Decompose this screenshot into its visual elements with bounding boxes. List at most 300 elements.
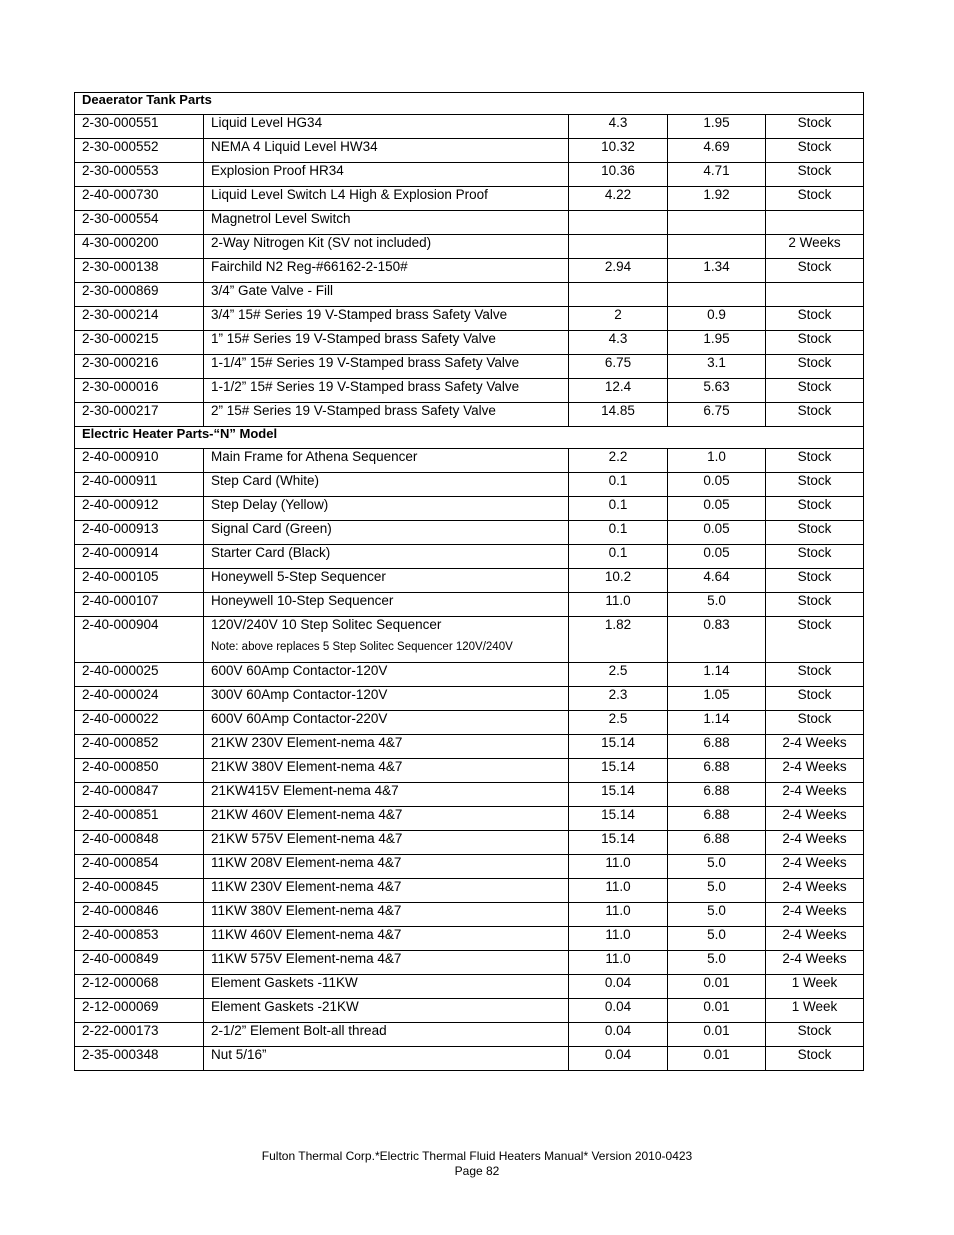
value-a-cell	[569, 735, 668, 759]
value-b-cell	[668, 355, 766, 379]
value-a-text: 0.04	[604, 999, 632, 1014]
value-a-cell	[569, 831, 668, 855]
availability-text: 2 Weeks	[788, 235, 841, 250]
section-header-row	[75, 93, 864, 115]
part-number-cell	[75, 855, 204, 879]
value-a-cell	[569, 497, 668, 521]
part-number-text: 2-30-000554	[82, 211, 159, 226]
part-number-cell	[75, 879, 204, 903]
availability-text: 2-4 Weeks	[782, 927, 847, 942]
value-b-cell	[668, 735, 766, 759]
availability-text: Stock	[797, 497, 832, 512]
value-b-text: 0.83	[703, 617, 730, 632]
value-a-text: 4.3	[608, 115, 628, 130]
part-number-cell	[75, 163, 204, 187]
availability-cell	[766, 759, 864, 783]
value-a-cell	[569, 1023, 668, 1047]
part-number-cell	[75, 473, 204, 497]
availability-text: 1 Week	[791, 975, 838, 990]
description-text: 2-1/2” Element Bolt-all thread	[211, 1023, 387, 1038]
description-text: 2-Way Nitrogen Kit (SV not included)	[211, 235, 432, 250]
table-row	[75, 259, 864, 283]
description-text: 600V 60Amp Contactor-220V	[211, 711, 388, 726]
part-number-cell	[75, 403, 204, 427]
value-b-cell	[668, 473, 766, 497]
value-a-text: 10.36	[601, 163, 635, 178]
part-number-text: 2-40-000025	[82, 663, 159, 678]
value-b-text: 4.69	[703, 139, 730, 154]
description-cell	[204, 879, 569, 903]
description-text: Step Card (White)	[211, 473, 320, 488]
value-b-cell	[668, 903, 766, 927]
availability-text: Stock	[797, 449, 832, 464]
part-number-cell	[75, 379, 204, 403]
part-number-cell	[75, 331, 204, 355]
table-row	[75, 1047, 864, 1071]
table-row	[75, 307, 864, 331]
value-a-cell	[569, 855, 668, 879]
part-number-text: 2-40-000910	[82, 449, 159, 464]
value-a-cell	[569, 283, 668, 307]
description-cell	[204, 331, 569, 355]
value-b-cell	[668, 617, 766, 663]
description-text: Honeywell 10-Step Sequencer	[211, 593, 394, 608]
part-number-text: 2-40-000850	[82, 759, 159, 774]
value-a-text: 0.1	[608, 497, 628, 512]
value-b-text: 1.0	[707, 449, 726, 464]
value-b-text: 0.9	[707, 307, 726, 322]
availability-cell	[766, 807, 864, 831]
table-row	[75, 187, 864, 211]
availability-cell	[766, 951, 864, 975]
value-b-text: 1.95	[703, 331, 730, 346]
value-a-text: 11.0	[605, 903, 631, 918]
value-a-cell	[569, 521, 668, 545]
description-cell	[204, 831, 569, 855]
value-b-text: 1.95	[703, 115, 730, 130]
part-number-text: 2-40-000849	[82, 951, 159, 966]
part-number-cell	[75, 807, 204, 831]
part-number-text: 2-40-000914	[82, 545, 159, 560]
description-cell	[204, 687, 569, 711]
part-number-text: 2-30-000214	[82, 307, 159, 322]
value-a-cell	[569, 545, 668, 569]
value-a-cell	[569, 759, 668, 783]
value-a-text: 11.0	[605, 951, 631, 966]
availability-cell	[766, 163, 864, 187]
value-b-cell	[668, 545, 766, 569]
description-text: Explosion Proof HR34	[211, 163, 344, 178]
value-b-text: 5.0	[707, 593, 726, 608]
description-cell	[204, 951, 569, 975]
part-number-text: 4-30-000200	[82, 235, 159, 250]
description-cell	[204, 999, 569, 1023]
part-number-text: 2-40-000730	[82, 187, 159, 202]
value-b-cell	[668, 927, 766, 951]
table-row	[75, 663, 864, 687]
value-a-cell	[569, 663, 668, 687]
table-row	[75, 975, 864, 999]
table-row	[75, 163, 864, 187]
part-number-text: 2-30-000551	[82, 115, 159, 130]
value-b-text: 0.01	[703, 975, 730, 990]
value-a-cell	[569, 617, 668, 663]
value-a-text: 14.85	[601, 403, 635, 418]
value-b-cell	[668, 951, 766, 975]
value-a-text: 12.4	[604, 379, 632, 394]
value-b-text: 6.75	[703, 403, 730, 418]
table-row	[75, 879, 864, 903]
table-row	[75, 735, 864, 759]
description-text: Signal Card (Green)	[211, 521, 332, 536]
value-b-text: 0.01	[703, 999, 730, 1014]
description-text: Element Gaskets -11KW	[211, 975, 358, 990]
value-a-cell	[569, 355, 668, 379]
availability-text: Stock	[797, 663, 832, 678]
value-b-text: 1.14	[703, 663, 730, 678]
availability-cell	[766, 1047, 864, 1071]
part-number-cell	[75, 1023, 204, 1047]
value-b-text: 5.0	[707, 951, 726, 966]
value-b-text: 0.01	[703, 1047, 730, 1062]
value-b-cell	[668, 403, 766, 427]
value-b-cell	[668, 569, 766, 593]
value-a-cell	[569, 379, 668, 403]
part-number-cell	[75, 687, 204, 711]
part-number-cell	[75, 593, 204, 617]
value-b-text: 4.64	[703, 569, 730, 584]
value-b-text: 6.88	[703, 759, 730, 774]
value-a-cell	[569, 975, 668, 999]
value-b-cell	[668, 115, 766, 139]
table-row	[75, 711, 864, 735]
value-b-text: 1.92	[703, 187, 730, 202]
availability-cell	[766, 379, 864, 403]
value-a-cell	[569, 187, 668, 211]
value-b-text: 5.0	[707, 903, 726, 918]
value-b-text: 5.0	[707, 855, 726, 870]
part-number-cell	[75, 139, 204, 163]
availability-text: 2-4 Weeks	[782, 735, 847, 750]
part-number-cell	[75, 831, 204, 855]
value-a-text: 0.04	[604, 1023, 632, 1038]
value-b-cell	[668, 593, 766, 617]
availability-cell	[766, 593, 864, 617]
value-a-cell	[569, 807, 668, 831]
description-text: Fairchild N2 Reg-#66162-2-150#	[211, 259, 408, 274]
description-cell	[204, 711, 569, 735]
part-number-text: 2-12-000069	[82, 999, 159, 1014]
description-cell	[204, 855, 569, 879]
part-number-text: 2-40-000913	[82, 521, 159, 536]
availability-cell	[766, 735, 864, 759]
availability-text: Stock	[797, 545, 832, 560]
description-text: Element Gaskets -21KW	[211, 999, 359, 1014]
part-number-text: 2-40-000853	[82, 927, 159, 942]
availability-cell	[766, 283, 864, 307]
availability-text: Stock	[797, 307, 832, 322]
value-a-text: 11.0	[605, 927, 631, 942]
table-row	[75, 473, 864, 497]
section-title: Electric Heater Parts-“N” Model	[75, 427, 864, 449]
part-number-cell	[75, 211, 204, 235]
availability-cell	[766, 259, 864, 283]
part-number-cell	[75, 711, 204, 735]
value-a-cell	[569, 211, 668, 235]
value-b-cell	[668, 783, 766, 807]
part-number-cell	[75, 355, 204, 379]
part-number-cell	[75, 951, 204, 975]
availability-cell	[766, 521, 864, 545]
part-number-text: 2-40-000846	[82, 903, 159, 918]
part-number-cell	[75, 735, 204, 759]
availability-text: Stock	[797, 521, 832, 536]
availability-cell	[766, 975, 864, 999]
value-a-cell	[569, 711, 668, 735]
availability-cell	[766, 903, 864, 927]
part-number-text: 2-35-000348	[82, 1047, 159, 1062]
value-b-text: 1.14	[703, 711, 730, 726]
value-a-text: 2.5	[608, 711, 628, 726]
availability-cell	[766, 999, 864, 1023]
part-number-cell	[75, 235, 204, 259]
part-number-text: 2-30-000138	[82, 259, 159, 274]
value-a-text: 15.14	[601, 807, 635, 822]
part-number-cell	[75, 903, 204, 927]
availability-cell	[766, 545, 864, 569]
value-b-cell	[668, 879, 766, 903]
availability-text: Stock	[797, 687, 832, 702]
value-a-text: 11.0	[605, 593, 631, 608]
availability-text: Stock	[797, 617, 832, 632]
value-b-cell	[668, 283, 766, 307]
value-b-text: 6.88	[703, 831, 730, 846]
availability-text: Stock	[797, 1047, 832, 1062]
value-a-text: 2.94	[604, 259, 632, 274]
description-cell	[204, 307, 569, 331]
description-text: Step Delay (Yellow)	[211, 497, 329, 512]
value-b-text: 5.0	[707, 927, 726, 942]
table-row	[75, 545, 864, 569]
description-text: 21KW415V Element-nema 4&7	[211, 783, 399, 798]
availability-cell	[766, 879, 864, 903]
availability-text: 2-4 Weeks	[782, 951, 847, 966]
value-a-text: 0.1	[608, 545, 628, 560]
description-text: 600V 60Amp Contactor-120V	[211, 663, 388, 678]
description-text: Liquid Level Switch L4 High & Explosion Proof	[211, 187, 488, 202]
availability-cell	[766, 497, 864, 521]
value-b-cell	[668, 711, 766, 735]
value-b-cell	[668, 855, 766, 879]
availability-cell	[766, 663, 864, 687]
value-a-cell	[569, 139, 668, 163]
description-text: 300V 60Amp Contactor-120V	[211, 687, 388, 702]
value-b-cell	[668, 187, 766, 211]
availability-text: 2-4 Weeks	[782, 759, 847, 774]
part-number-text: 2-40-000912	[82, 497, 159, 512]
part-number-text: 2-12-000068	[82, 975, 159, 990]
description-text: 2” 15# Series 19 V-Stamped brass Safety Valve	[211, 403, 496, 418]
value-b-cell	[668, 759, 766, 783]
part-number-cell	[75, 927, 204, 951]
value-a-text: 15.14	[601, 831, 635, 846]
availability-text: Stock	[797, 593, 832, 608]
parts-table	[74, 92, 864, 1071]
value-b-text: 6.88	[703, 783, 730, 798]
value-a-text: 2	[614, 307, 622, 322]
availability-cell	[766, 855, 864, 879]
availability-text: Stock	[797, 403, 832, 418]
availability-text: Stock	[797, 139, 832, 154]
value-a-text: 2.2	[608, 449, 628, 464]
description-text: 11KW 460V Element-nema 4&7	[211, 927, 402, 942]
value-b-text: 0.05	[703, 497, 730, 512]
part-number-text: 2-40-000022	[82, 711, 159, 726]
value-b-text: 6.88	[703, 807, 730, 822]
table-row	[75, 617, 864, 663]
part-number-text: 2-40-000024	[82, 687, 159, 702]
description-text: 11KW 575V Element-nema 4&7	[211, 951, 402, 966]
description-cell	[204, 355, 569, 379]
parts-table-body	[75, 93, 864, 1071]
availability-cell	[766, 139, 864, 163]
value-a-cell	[569, 569, 668, 593]
table-row	[75, 355, 864, 379]
availability-text: Stock	[797, 355, 832, 370]
value-a-text: 0.04	[604, 975, 632, 990]
value-a-text: 2.3	[608, 687, 628, 702]
value-a-cell	[569, 235, 668, 259]
value-a-cell	[569, 331, 668, 355]
availability-cell	[766, 115, 864, 139]
description-cell	[204, 545, 569, 569]
value-b-cell	[668, 307, 766, 331]
value-a-text: 15.14	[601, 783, 635, 798]
value-a-text: 11.0	[605, 855, 631, 870]
description-text: NEMA 4 Liquid Level HW34	[211, 139, 378, 154]
description-cell	[204, 783, 569, 807]
availability-text: 2-4 Weeks	[782, 879, 847, 894]
table-row	[75, 403, 864, 427]
value-a-cell	[569, 927, 668, 951]
description-cell	[204, 187, 569, 211]
value-b-text: 6.88	[703, 735, 730, 750]
availability-cell	[766, 211, 864, 235]
table-row	[75, 687, 864, 711]
availability-cell	[766, 403, 864, 427]
value-b-cell	[668, 235, 766, 259]
value-a-text: 0.1	[608, 473, 628, 488]
description-text: 120V/240V 10 Step Solitec Sequencer	[211, 617, 442, 632]
availability-cell	[766, 187, 864, 211]
table-row	[75, 211, 864, 235]
part-number-text: 2-40-000845	[82, 879, 159, 894]
value-b-text: 0.05	[703, 473, 730, 488]
availability-cell	[766, 331, 864, 355]
value-b-cell	[668, 663, 766, 687]
table-row	[75, 283, 864, 307]
part-number-text: 2-40-000848	[82, 831, 159, 846]
description-cell	[204, 259, 569, 283]
part-number-cell	[75, 545, 204, 569]
part-number-text: 2-40-000851	[82, 807, 159, 822]
availability-text: Stock	[797, 473, 832, 488]
part-number-text: 2-30-000553	[82, 163, 159, 178]
description-text: 1” 15# Series 19 V-Stamped brass Safety Valve	[211, 331, 496, 346]
value-b-cell	[668, 379, 766, 403]
availability-text: 2-4 Weeks	[782, 783, 847, 798]
value-b-text: 0.05	[703, 545, 730, 560]
description-cell	[204, 975, 569, 999]
description-cell	[204, 139, 569, 163]
part-number-text: 2-30-000552	[82, 139, 159, 154]
availability-cell	[766, 569, 864, 593]
availability-cell	[766, 355, 864, 379]
value-b-cell	[668, 259, 766, 283]
table-row	[75, 497, 864, 521]
section-title: Deaerator Tank Parts	[75, 93, 864, 115]
description-cell	[204, 497, 569, 521]
description-cell	[204, 449, 569, 473]
availability-text: Stock	[797, 1023, 832, 1038]
value-b-text: 0.05	[703, 521, 730, 536]
part-number-text: 2-40-000911	[82, 473, 158, 488]
value-a-cell	[569, 879, 668, 903]
part-number-text: 2-40-000107	[82, 593, 159, 608]
description-cell	[204, 927, 569, 951]
value-b-cell	[668, 497, 766, 521]
availability-text: Stock	[797, 187, 832, 202]
availability-text: 2-4 Weeks	[782, 831, 847, 846]
part-number-text: 2-40-000852	[82, 735, 159, 750]
table-row	[75, 807, 864, 831]
availability-cell	[766, 449, 864, 473]
table-row	[75, 115, 864, 139]
description-text: 21KW 230V Element-nema 4&7	[211, 735, 403, 750]
availability-text: Stock	[797, 331, 832, 346]
availability-cell	[766, 235, 864, 259]
description-text: 21KW 380V Element-nema 4&7	[211, 759, 403, 774]
availability-cell	[766, 473, 864, 497]
description-text: 3/4” 15# Series 19 V-Stamped brass Safety Valve	[211, 307, 508, 322]
description-cell	[204, 1023, 569, 1047]
value-b-text: 0.01	[703, 1023, 730, 1038]
part-number-text: 2-30-000869	[82, 283, 159, 298]
availability-cell	[766, 783, 864, 807]
value-a-cell	[569, 783, 668, 807]
availability-cell	[766, 307, 864, 331]
value-b-cell	[668, 1047, 766, 1071]
description-cell	[204, 379, 569, 403]
description-cell	[204, 735, 569, 759]
part-number-cell	[75, 187, 204, 211]
availability-cell	[766, 617, 864, 663]
part-number-text: 2-40-000847	[82, 783, 159, 798]
availability-text: 2-4 Weeks	[782, 807, 847, 822]
table-row	[75, 831, 864, 855]
description-cell	[204, 759, 569, 783]
description-text: 3/4” Gate Valve - Fill	[211, 283, 334, 298]
part-number-cell	[75, 783, 204, 807]
value-b-text: 4.71	[703, 163, 730, 178]
value-b-cell	[668, 331, 766, 355]
value-b-text: 3.1	[707, 355, 726, 370]
description-note: Note: above replaces 5 Step Solitec Sequencer 120V/240V	[211, 641, 513, 653]
part-number-cell	[75, 307, 204, 331]
description-cell	[204, 617, 569, 663]
part-number-text: 2-40-000904	[82, 617, 159, 632]
value-b-cell	[668, 521, 766, 545]
